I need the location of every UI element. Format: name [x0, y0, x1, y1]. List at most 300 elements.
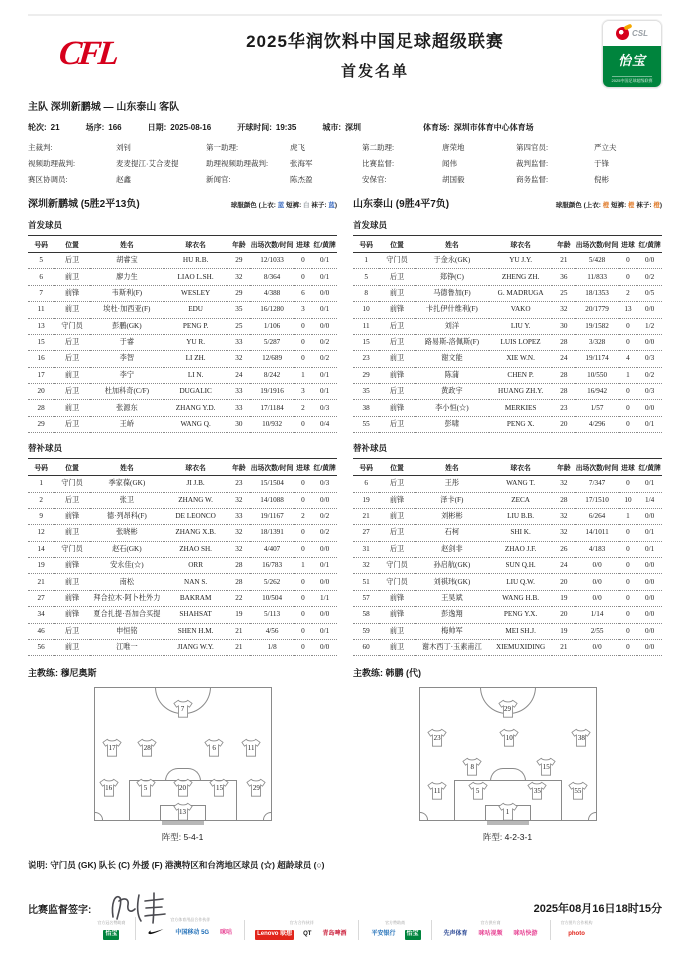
- official-role-label: 第一助理:: [206, 143, 239, 152]
- player-position: 守门员: [54, 318, 90, 334]
- player-number: 11: [353, 318, 379, 334]
- kit-part-label: 短裤:: [284, 202, 304, 209]
- player-apps-minutes: 12/1033: [250, 253, 293, 269]
- title-block: [148, 27, 602, 81]
- away-kit-colors: [556, 200, 662, 209]
- away-coach-line: [353, 666, 662, 679]
- match-info-label: 城市:: [322, 123, 342, 132]
- official-name: 于锋: [594, 159, 609, 168]
- column-header: 出场次数/时间: [250, 459, 293, 476]
- column-header: 球衣名: [164, 236, 227, 253]
- player-goals: 0: [619, 416, 638, 432]
- player-jersey-name: EDU: [164, 302, 227, 318]
- player-number: 19: [28, 558, 54, 574]
- official-name: 虎飞: [290, 143, 305, 152]
- player-position: 守门员: [54, 476, 90, 492]
- player-apps-minutes: 10/932: [250, 416, 293, 432]
- player-shirt: [526, 781, 548, 800]
- yibao-brand-area: [603, 46, 661, 87]
- player-shirt: [426, 781, 448, 800]
- player-number: 27: [353, 525, 379, 541]
- player-number: 5: [353, 269, 379, 285]
- player-shirt: [172, 699, 194, 718]
- player-apps-minutes: 18/1391: [250, 525, 293, 541]
- table-header-row: [28, 459, 337, 476]
- player-shirt: [98, 778, 120, 797]
- match-info-value: 深圳: [345, 123, 362, 132]
- player-name: 杜加科奇(C/F): [90, 384, 164, 400]
- player-cards: 0/1: [637, 476, 662, 492]
- sponsor-logo: 咪咕快游: [513, 931, 538, 938]
- player-age: 33: [227, 334, 250, 350]
- shirt-number: 8: [470, 762, 475, 771]
- player-name: 夏合扎提·吾加合买提: [90, 607, 164, 623]
- player-number: 13: [28, 318, 54, 334]
- player-row: [353, 400, 662, 416]
- shirt-number: 15: [215, 784, 223, 792]
- column-header: 红/黄牌: [312, 459, 337, 476]
- home-kit-colors: [231, 200, 337, 209]
- kit-color-value: 蓝: [277, 202, 285, 209]
- player-shirt: [467, 781, 489, 800]
- player-age: 20: [552, 607, 575, 623]
- player-number: 17: [28, 367, 54, 383]
- official-name: 麦麦提江·艾合麦提: [116, 159, 179, 168]
- player-age: 28: [552, 334, 575, 350]
- player-apps-minutes: 19/1582: [575, 318, 618, 334]
- player-age: 19: [552, 590, 575, 606]
- player-jersey-name: ZECA: [489, 492, 552, 508]
- official-name: 张海军: [290, 159, 313, 168]
- player-goals: 0: [294, 623, 313, 639]
- player-cards: 0/3: [637, 351, 662, 367]
- player-position: 前锋: [54, 285, 90, 301]
- player-goals: 1: [294, 367, 313, 383]
- away-starters-label: 首发球员: [353, 220, 388, 230]
- player-name: 于金永(GK): [415, 253, 489, 269]
- official-role-label: 视频助理裁判:: [28, 159, 76, 168]
- player-goals: 0: [619, 400, 638, 416]
- player-age: 32: [552, 302, 575, 318]
- player-apps-minutes: 16/1280: [250, 302, 293, 318]
- player-cards: 0/3: [637, 384, 662, 400]
- cfl-logo-text: CFL: [57, 35, 119, 72]
- player-apps-minutes: 10/550: [575, 367, 618, 383]
- home-formation-label: [28, 831, 337, 843]
- column-header: 红/黄牌: [312, 236, 337, 253]
- player-name: 季家葆(GK): [90, 476, 164, 492]
- player-position: 前锋: [54, 590, 90, 606]
- player-goals: 0: [294, 253, 313, 269]
- official-role-label: 比赛监督:: [362, 159, 395, 168]
- player-goals: 0: [619, 639, 638, 655]
- player-cards: 0/0: [637, 590, 662, 606]
- sponsor-group: [550, 920, 603, 940]
- kit-prefix: 球服颜色 (: [555, 202, 586, 209]
- player-apps-minutes: 1/8: [250, 639, 293, 655]
- player-name: 马德鲁加(F): [415, 285, 489, 301]
- shirt-number: 11: [433, 786, 441, 795]
- player-position: 前卫: [54, 525, 90, 541]
- kit-suffix: ): [334, 202, 337, 209]
- sponsor-group: [87, 920, 135, 940]
- player-age: 21: [227, 639, 250, 655]
- player-goals: 0: [294, 476, 313, 492]
- player-age: 21: [552, 253, 575, 269]
- player-row: [28, 607, 337, 623]
- signature-label: 比赛监督签字:: [28, 904, 92, 916]
- sponsor-logos-row: [97, 930, 125, 940]
- player-jersey-name: JIANG W.Y.: [164, 639, 227, 655]
- player-jersey-name: WANG H.B.: [489, 590, 552, 606]
- formation-label-text: 阵型:: [161, 832, 182, 843]
- away-formation-value: 4-2-3-1: [504, 832, 533, 843]
- player-apps-minutes: 4/407: [250, 541, 293, 557]
- player-apps-minutes: 2/55: [575, 623, 618, 639]
- player-name: 谢木西丁·玉素甫江: [415, 639, 489, 655]
- player-position: 后卫: [54, 492, 90, 508]
- column-header: 年龄: [227, 459, 250, 476]
- player-apps-minutes: 19/1174: [575, 351, 618, 367]
- player-row: [353, 492, 662, 508]
- player-name: 韦斯利(F): [90, 285, 164, 301]
- player-shirt: [240, 738, 262, 757]
- player-row: [28, 508, 337, 524]
- sponsor-logo: Lenovo 联想: [255, 930, 294, 940]
- shirt-number: 20: [179, 784, 186, 792]
- player-position: 前锋: [54, 508, 90, 524]
- corner-arc: [263, 812, 272, 821]
- shirt-number: 6: [212, 744, 216, 753]
- official-role-label: 第二助理:: [362, 143, 395, 152]
- player-cards: 0/0: [637, 639, 662, 655]
- player-name: 彭鹏(GK): [90, 318, 164, 334]
- player-name: 彭啸: [415, 416, 489, 432]
- player-age: 24: [552, 558, 575, 574]
- officials-grid: [28, 142, 662, 185]
- player-cards: 0/1: [312, 384, 337, 400]
- player-cards: 0/3: [312, 400, 337, 416]
- player-row: [353, 574, 662, 590]
- player-goals: 0: [619, 607, 638, 623]
- csl-ball-icon: [616, 27, 629, 40]
- player-shirt: [203, 738, 225, 757]
- column-header: 号码: [28, 236, 54, 253]
- official-role-label: 新闻官:: [206, 175, 231, 184]
- match-info-label: 场序:: [85, 123, 105, 132]
- player-age: 23: [552, 400, 575, 416]
- player-jersey-name: LIAO L.SH.: [164, 269, 227, 285]
- sponsor-logo: [146, 927, 166, 940]
- player-jersey-name: LIU Q.W.: [489, 574, 552, 590]
- shirt-number: 10: [505, 733, 513, 742]
- player-number: 60: [353, 639, 379, 655]
- away-formation-area: [353, 687, 662, 843]
- player-cards: 0/0: [637, 558, 662, 574]
- player-shirt: [245, 778, 267, 797]
- player-jersey-name: WESLEY: [164, 285, 227, 301]
- player-name: 胡睿宝: [90, 253, 164, 269]
- player-cards: 0/0: [637, 302, 662, 318]
- kit-part-label: 上衣:: [260, 202, 278, 209]
- player-name: 路易斯-洛佩斯(F): [415, 334, 489, 350]
- player-jersey-name: ORR: [164, 558, 227, 574]
- official-role-label: 助理视频助理裁判:: [206, 159, 269, 168]
- player-apps-minutes: 16/783: [250, 558, 293, 574]
- player-jersey-name: LI ZH.: [164, 351, 227, 367]
- player-jersey-name: MERKIES: [489, 400, 552, 416]
- column-header: 姓名: [415, 459, 489, 476]
- official-role-label: 裁判监督:: [516, 159, 549, 168]
- table-header-row: [353, 236, 662, 253]
- player-name: 江唯一: [90, 639, 164, 655]
- player-row: [28, 253, 337, 269]
- player-cards: 0/1: [312, 269, 337, 285]
- player-apps-minutes: 17/1510: [575, 492, 618, 508]
- kit-part-label: 上衣:: [585, 202, 603, 209]
- player-name: 李宁: [90, 367, 164, 383]
- column-header: 号码: [353, 459, 379, 476]
- player-row: [28, 416, 337, 432]
- shirt-number: 7: [180, 704, 185, 713]
- player-position: 前锋: [54, 607, 90, 623]
- player-name: 石柯: [415, 525, 489, 541]
- formation-label-text: 阵型:: [482, 832, 503, 843]
- officials-row: [28, 142, 662, 153]
- player-cards: 0/0: [637, 607, 662, 623]
- shirt-number: 29: [252, 784, 260, 792]
- player-number: 6: [353, 476, 379, 492]
- player-age: 19: [552, 623, 575, 639]
- sponsor-category-label: 官方赞助商: [385, 920, 405, 926]
- player-shirt: [567, 781, 589, 800]
- player-shirt: [570, 728, 592, 747]
- player-age: 19: [227, 607, 250, 623]
- player-age: 21: [552, 639, 575, 655]
- player-position: 前锋: [379, 492, 415, 508]
- player-cards: 0/2: [312, 525, 337, 541]
- player-position: 前卫: [54, 574, 90, 590]
- player-apps-minutes: 5/287: [250, 334, 293, 350]
- player-goals: 3: [294, 302, 313, 318]
- player-number: 6: [28, 269, 54, 285]
- kit-part-label: 袜子:: [309, 202, 329, 209]
- page-subtitle: 首发名单: [340, 63, 409, 80]
- player-age: 35: [227, 302, 250, 318]
- player-jersey-name: LUIS LOPEZ: [489, 334, 552, 350]
- player-row: [353, 590, 662, 606]
- player-cards: 0/2: [637, 367, 662, 383]
- player-goals: 0: [619, 623, 638, 639]
- player-name: 王昊斌: [415, 590, 489, 606]
- sponsor-logo: 中国移动 5G: [175, 929, 210, 936]
- player-name: 张卫: [90, 492, 164, 508]
- player-cards: 0/2: [312, 508, 337, 524]
- player-goals: 0: [619, 525, 638, 541]
- sponsor-logo: 先声体育: [443, 931, 468, 938]
- player-goals: 0: [294, 492, 313, 508]
- player-jersey-name: CHEN P.: [489, 367, 552, 383]
- player-position: 前卫: [379, 285, 415, 301]
- signed-datetime: 2025年08月16日18时15分: [533, 903, 662, 916]
- home-team-name: 深圳新鹏城 (5胜2平13负): [28, 199, 140, 210]
- player-position: 后卫: [54, 384, 90, 400]
- column-header: 球衣名: [489, 236, 552, 253]
- kit-suffix: ): [659, 202, 662, 209]
- player-name: 申恒铭: [90, 623, 164, 639]
- player-name: 卡扎伊什维利(F): [415, 302, 489, 318]
- player-row: [28, 476, 337, 492]
- player-number: 10: [353, 302, 379, 318]
- player-number: 20: [28, 384, 54, 400]
- yibao-caption: 2025中国足球超级联赛: [611, 78, 653, 83]
- player-goals: 0: [294, 318, 313, 334]
- player-goals: 0: [619, 384, 638, 400]
- player-goals: 13: [619, 302, 638, 318]
- player-jersey-name: BAKRAM: [164, 590, 227, 606]
- sponsor-logos-row: [146, 927, 234, 940]
- sponsor-group: [358, 920, 430, 940]
- match-info-row: [28, 122, 662, 133]
- coach-label: 主教练:: [28, 668, 58, 679]
- player-number: 12: [28, 525, 54, 541]
- player-row: [353, 318, 662, 334]
- player-position: 前锋: [379, 607, 415, 623]
- player-name: 黄政宇: [415, 384, 489, 400]
- player-apps-minutes: 19/1916: [250, 384, 293, 400]
- player-jersey-name: DUGALIC: [164, 384, 227, 400]
- player-number: 28: [28, 400, 54, 416]
- table-header-row: [28, 236, 337, 253]
- player-age: 23: [227, 476, 250, 492]
- player-number: 21: [353, 508, 379, 524]
- player-name: 谢文能: [415, 351, 489, 367]
- column-header: 出场次数/时间: [575, 459, 618, 476]
- shirt-number: 5: [475, 786, 480, 795]
- player-jersey-name: ZHANG X.B.: [164, 525, 227, 541]
- player-row: [28, 541, 337, 557]
- officials-row: [28, 158, 662, 169]
- player-shirt: [426, 728, 448, 747]
- shirt-number: 17: [108, 744, 116, 753]
- player-row: [28, 639, 337, 655]
- teams-line: 主队 深圳新鹏城 — 山东泰山 客队: [28, 102, 180, 113]
- column-header: 位置: [379, 459, 415, 476]
- player-row: [28, 367, 337, 383]
- player-goals: 0: [294, 541, 313, 557]
- player-goals: 2: [294, 508, 313, 524]
- player-goals: 0: [619, 541, 638, 557]
- match-info-label: 轮次:: [28, 123, 47, 132]
- sponsor-logo: 咪咕: [220, 929, 233, 936]
- official-role-label: 第四官员:: [516, 143, 549, 152]
- player-position: 后卫: [54, 416, 90, 432]
- player-cards: 0/0: [312, 541, 337, 557]
- player-position: 前卫: [379, 351, 415, 367]
- player-apps-minutes: 5/262: [250, 574, 293, 590]
- player-age: 32: [552, 476, 575, 492]
- match-info-item: [322, 122, 361, 133]
- player-apps-minutes: 4/56: [250, 623, 293, 639]
- player-number: 46: [28, 623, 54, 639]
- player-row: [353, 302, 662, 318]
- player-cards: 0/0: [312, 492, 337, 508]
- corner-arc: [94, 812, 103, 821]
- player-apps-minutes: 3/328: [575, 334, 618, 350]
- player-row: [28, 525, 337, 541]
- player-age: 30: [552, 318, 575, 334]
- player-apps-minutes: 18/1353: [575, 285, 618, 301]
- player-goals: 10: [619, 492, 638, 508]
- player-row: [28, 384, 337, 400]
- player-age: 32: [227, 492, 250, 508]
- player-cards: 0/0: [637, 400, 662, 416]
- player-cards: 0/2: [312, 334, 337, 350]
- sponsor-logo: photo: [568, 931, 585, 938]
- player-name: 刘彬彬: [415, 508, 489, 524]
- kit-part-label: 短裤:: [609, 202, 629, 209]
- player-jersey-name: PENG X.: [489, 416, 552, 432]
- player-age: 25: [552, 285, 575, 301]
- player-goals: 3: [294, 384, 313, 400]
- player-jersey-name: G. MADRUGA: [489, 285, 552, 301]
- player-number: 35: [353, 384, 379, 400]
- player-cards: 0/0: [637, 334, 662, 350]
- table-header-row: [353, 459, 662, 476]
- away-formation-label: [353, 831, 662, 843]
- player-position: 前锋: [379, 367, 415, 383]
- player-age: 32: [227, 351, 250, 367]
- player-age: 28: [552, 367, 575, 383]
- player-position: 前卫: [54, 367, 90, 383]
- player-number: 56: [28, 639, 54, 655]
- player-goals: 0: [619, 590, 638, 606]
- player-row: [28, 574, 337, 590]
- corner-arc: [419, 812, 428, 821]
- page-header: [28, 20, 662, 88]
- player-name: 安永佳(☆): [90, 558, 164, 574]
- player-apps-minutes: 0/0: [575, 558, 618, 574]
- home-subs-label: 替补球员: [28, 443, 63, 454]
- player-goals: 0: [294, 607, 313, 623]
- player-position: 前锋: [379, 302, 415, 318]
- player-row: [353, 269, 662, 285]
- home-formation-area: [28, 687, 337, 843]
- player-number: 21: [28, 574, 54, 590]
- sponsor-category-label: 官方体育用品合作伙伴: [170, 917, 211, 923]
- match-info-value: 深圳市体育中心体育场: [453, 123, 534, 132]
- player-age: 24: [552, 351, 575, 367]
- team-columns: [28, 195, 662, 843]
- player-number: 19: [353, 492, 379, 508]
- column-header: 号码: [28, 459, 54, 476]
- player-apps-minutes: 14/1011: [575, 525, 618, 541]
- player-row: [353, 623, 662, 639]
- player-age: 28: [227, 574, 250, 590]
- player-jersey-name: HU R.B.: [164, 253, 227, 269]
- player-row: [353, 334, 662, 350]
- player-age: 21: [227, 623, 250, 639]
- column-header: 年龄: [227, 236, 250, 253]
- player-cards: 0/1: [637, 416, 662, 432]
- player-name: 赵剑非: [415, 541, 489, 557]
- player-apps-minutes: 10/504: [250, 590, 293, 606]
- player-number: 1: [28, 476, 54, 492]
- player-position: 守门员: [379, 558, 415, 574]
- column-header: 号码: [353, 236, 379, 253]
- player-position: 后卫: [379, 476, 415, 492]
- player-row: [353, 285, 662, 301]
